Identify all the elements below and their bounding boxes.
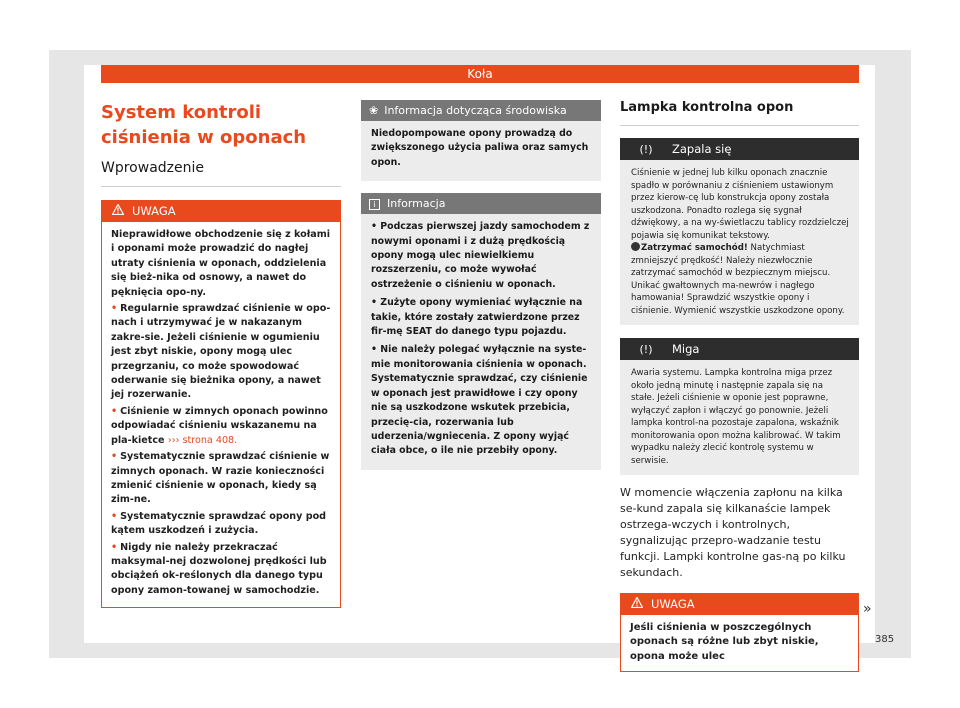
list-item: • Zużyte opony wymieniać wyłącznie na takie, które zostały zatwierdzone przez fir-mę SEAT do danego typu pojazdu.	[371, 297, 583, 338]
column-3	[620, 90, 859, 672]
info-box	[361, 193, 601, 470]
list-item: • Podczas pierwszej jazdy samochodem z nowymi oponami i z dużą prędkością opony mogą ulec niewielkiemu rozszerzeniu, co może wywołać ostrzeżenie o ciśnieniu w oponach.	[371, 221, 590, 290]
list-item: • Nigdy nie należy przekraczać maksymal-nej dozwolonej prędkości lub obciążeń ok-reślonych dla danego typu opony zamon-towanej w samochodzie.	[111, 541, 327, 596]
list-item: • Systematycznie sprawdzać opony pod kątem uszkodzeń i zużycia.	[111, 510, 327, 537]
warning-intro: Nieprawidłowe obchodzenie się z kołami i oponami może prowadzić do nagłej utraty ciśnienia w oponach, oddzielenia się bież-nika od osnowy, a nawet do pęknięcia opo-ny.	[111, 229, 331, 298]
list-item: • Systematycznie sprawdzać ciśnienie w zimnych oponach. W razie konieczności zmienić ciśnienie w oponach, kiedy są zim-ne.	[111, 451, 330, 506]
stop-icon	[631, 242, 640, 251]
warning-label: UWAGA	[132, 204, 176, 218]
lamp-header-on	[620, 138, 859, 160]
warning-header	[102, 201, 340, 222]
lamp-box-on	[620, 138, 859, 325]
list-item: • Nie należy polegać wyłącznie na syste-mie monitorowania ciśnienia w oponach. Systematycznie sprawdzać, czy ciśnienie w oponach jest prawidłowe i czy opony nie są uszkodzone wskutek przebicia, przecię-cia, rozerwania lub uderzenia/wgniecenia. Z opony wyjąć ciała obce, o ile nie przebiły opony.	[371, 344, 588, 457]
lamp-header-blink	[620, 338, 859, 360]
lamp-label-on: Zapala się	[672, 142, 732, 156]
column-2	[361, 100, 601, 470]
section-subtitle: Wprowadzenie	[101, 160, 341, 187]
lamp-section-title: Lampka kontrolna opon	[620, 100, 859, 126]
warning-header-2: UWAGA	[621, 594, 858, 615]
section-title: System kontroli ciśnienia w oponach	[101, 102, 307, 148]
warning-body	[102, 222, 340, 607]
lamp-body-blink: Awaria systemu. Lampka kontrolna miga przez około jedną minutę i następnie zapala się na stałe. Jeżeli ciśnienie w oponie jest poprawne, wyłączyć zapłon i włączyć go ponownie. Jeżeli lampka kontrol-na pozostaje zapalona, wskaźnik monitorowania opon można kalibrować. W takim wypadku należy zlecić kontrolę systemu w serwisie.	[631, 368, 841, 466]
page-reference-link[interactable]: ››› strona 408.	[167, 434, 238, 446]
warning-triangle-icon	[631, 594, 645, 615]
tire-pressure-icon: (!)	[639, 142, 653, 156]
chapter-header: Koła	[101, 65, 859, 83]
environment-header: ❀ Informacja dotycząca środowiska	[361, 100, 601, 121]
environment-box	[361, 100, 601, 181]
lamp-box-blink	[620, 338, 859, 475]
continue-arrow-icon: »	[863, 601, 872, 617]
list-item: • Regularnie sprawdzać ciśnienie w opo-nach i utrzymywać je w nakazanym zakre-sie. Jeżeli ciśnienie w ogumieniu jest zbyt niskie, opony mogą ulec przegrzaniu, co może spowodować oderwanie się bieżnika opony, a nawet jej rozerwanie.	[111, 303, 331, 401]
environment-icon: ❀	[369, 104, 379, 117]
warning-box-2	[620, 593, 859, 672]
lamp-label-blink: Miga	[672, 342, 700, 356]
body-paragraph: W momencie włączenia zapłonu na kilka se-kund zapala się kilkanaście lampek ostrzega-wczych i kontrolnych, sygnalizując przepro-wadzanie testu funkcji. Lampki kontrolne gas-ną po kilku sekundach.	[620, 486, 846, 579]
tire-pressure-icon: (!)	[639, 342, 653, 356]
column-1	[101, 90, 341, 608]
warning-box	[101, 200, 341, 608]
list-item: • Ciśnienie w zimnych oponach powinno odpowiadać ciśnieniu wskazanemu na pla-kietce ››› strona 408.	[111, 405, 328, 446]
warning-body-2: Jeśli ciśnienia w poszczególnych oponach są różne lub zbyt niskie, opona może ulec	[630, 622, 819, 662]
info-body	[361, 214, 601, 470]
warning-triangle-icon	[112, 201, 126, 222]
info-header: i Informacja	[361, 193, 601, 214]
page-number: 385	[875, 634, 895, 645]
environment-body: Niedopompowane opony prowadzą do zwiększonego użycia paliwa oraz samych opon.	[371, 128, 589, 168]
lamp-body-on: Ciśnienie w jednej lub kilku oponach znacznie spadło w porównaniu z ciśnieniem ustawionym przez kierow-cę lub konstrukcja opony została uszkodzona. Ponadto rozlega się sygnał dźwiękowy, a na wy-świetlaczu tablicy rozdzielczej pojawia się komunikat tekstowy. Zatrzymać samochód! Natychmiast zmniejszyć prędkość! Należy niezwłocznie zatrzymać samochód w bezpiecznym miejscu. Unikać gwałtownych ma-newrów i nagłego hamowania! Sprawdzić wszystkie opony i ciśnienie. Wymienić wszystkie uszkodzone opony.	[631, 168, 849, 316]
info-icon: i	[369, 199, 380, 210]
